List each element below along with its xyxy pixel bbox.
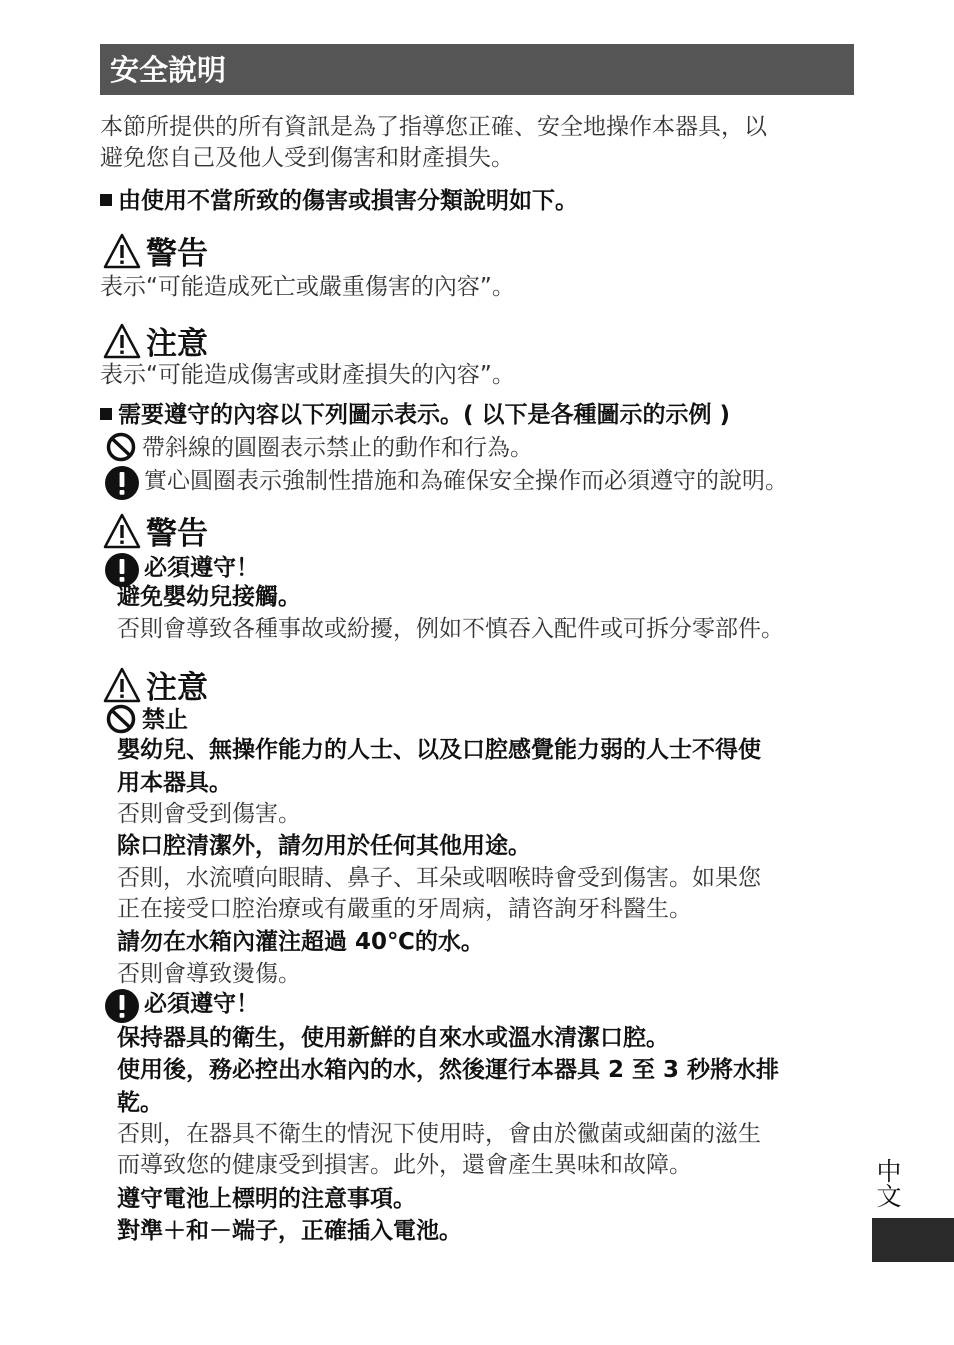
caution-section-label: 注意 [146, 670, 208, 706]
warning-definition-heading [102, 232, 208, 276]
classification-note [100, 186, 578, 217]
prohibition-icon [104, 704, 138, 734]
caution-item-description-line: 而導致您的健康受到損害。此外，還會產生異味和故障。 [117, 1152, 692, 1178]
warning-label: 警告 [146, 236, 208, 272]
warning-definition-text: 表示“可能造成死亡或嚴重傷害的內容”。 [100, 274, 515, 300]
warning-triangle-icon [102, 232, 142, 270]
caution-item-title-line: 用本器具。 [117, 770, 232, 796]
caution-item-title-line: 使用後，務必控出水箱內的水，然後運行本器具 2 至 3 秒將水排 [117, 1057, 780, 1083]
intro-paragraph [100, 112, 767, 174]
caution-item-description-line: 否則，水流噴向眼睛、鼻子、耳朵或咽喉時會受到傷害。如果您 [117, 865, 761, 891]
caution-item-description: 否則會受到傷害。 [117, 801, 301, 827]
caution-mandatory-label: 必須遵守！ [144, 991, 259, 1017]
intro-line: 避免您自己及他人受到傷害和財產損失。 [100, 145, 514, 171]
warning-section-label: 警告 [146, 516, 208, 552]
caution-prohibit-heading [104, 704, 188, 736]
warning-item-title: 避免嬰幼兒接觸。 [117, 584, 301, 610]
caution-item-description [117, 1119, 761, 1181]
caution-item-title-line: 嬰幼兒、無操作能力的人士、以及口腔感覺能力弱的人士不得使 [117, 737, 761, 763]
caution-item-title: 遵守電池上標明的注意事項。 [117, 1186, 416, 1212]
page-title: 安全說明 [110, 53, 227, 87]
caution-item-description: 否則會導致燙傷。 [117, 961, 301, 987]
caution-item-description-line: 正在接受口腔治療或有嚴重的牙周病，請咨詢牙科醫生。 [117, 896, 692, 922]
language-tab-marker [872, 1218, 954, 1262]
caution-item-title [117, 735, 761, 799]
caution-item-title: 除口腔清潔外，請勿用於任何其他用途。 [117, 833, 531, 859]
caution-item-description-line: 否則，在器具不衛生的情況下使用時，會由於黴菌或細菌的滋生 [117, 1121, 761, 1147]
warning-section-heading [102, 512, 208, 556]
caution-label: 注意 [146, 326, 208, 362]
caution-definition-text: 表示“可能造成傷害或財產損失的內容”。 [100, 362, 515, 388]
square-bullet-icon [100, 194, 112, 206]
warning-triangle-icon [102, 512, 142, 550]
intro-line: 本節所提供的所有資訊是為了指導您正確、安全地操作本器具，以 [100, 114, 767, 140]
caution-item-title-line: 乾。 [117, 1090, 163, 1116]
warning-triangle-icon [102, 666, 142, 704]
caution-item-title: 請勿在水箱內灌注超過 40℃的水。 [117, 929, 484, 955]
symbols-note [100, 400, 730, 431]
caution-item-title: 保持器具的衛生，使用新鮮的自來水或溫水清潔口腔。 [117, 1025, 669, 1051]
square-bullet-icon [100, 408, 112, 420]
mandatory-icon [104, 465, 140, 501]
caution-item-description [117, 863, 761, 925]
caution-prohibit-label: 禁止 [142, 707, 188, 733]
warning-mandatory-label: 必須遵守！ [144, 555, 259, 581]
warning-item-description: 否則會導致各種事故或紛擾，例如不慎吞入配件或可拆分零部件。 [117, 616, 784, 642]
caution-item-title: 對準＋和－端子，正確插入電池。 [117, 1218, 462, 1244]
language-label: 中文 [873, 1158, 902, 1208]
section-header [100, 44, 854, 95]
caution-mandatory-heading [104, 988, 259, 1026]
symbols-note-text: 需要遵守的內容以下列圖示表示。( 以下是各種圖示的示例 ) [118, 402, 731, 428]
symbol-mandatory-description: 實心圓圈表示強制性措施和為確保安全操作而必須遵守的說明。 [144, 468, 788, 494]
symbol-prohibit-description: 帶斜線的圓圈表示禁止的動作和行為。 [142, 435, 533, 461]
classification-note-text: 由使用不當所致的傷害或損害分類說明如下。 [118, 188, 578, 214]
mandatory-icon [104, 988, 140, 1024]
prohibition-icon [104, 432, 138, 462]
symbol-mandatory-row [104, 465, 788, 503]
caution-item-title [117, 1055, 779, 1119]
warning-triangle-icon [102, 322, 142, 360]
symbol-prohibit-row [104, 432, 533, 464]
